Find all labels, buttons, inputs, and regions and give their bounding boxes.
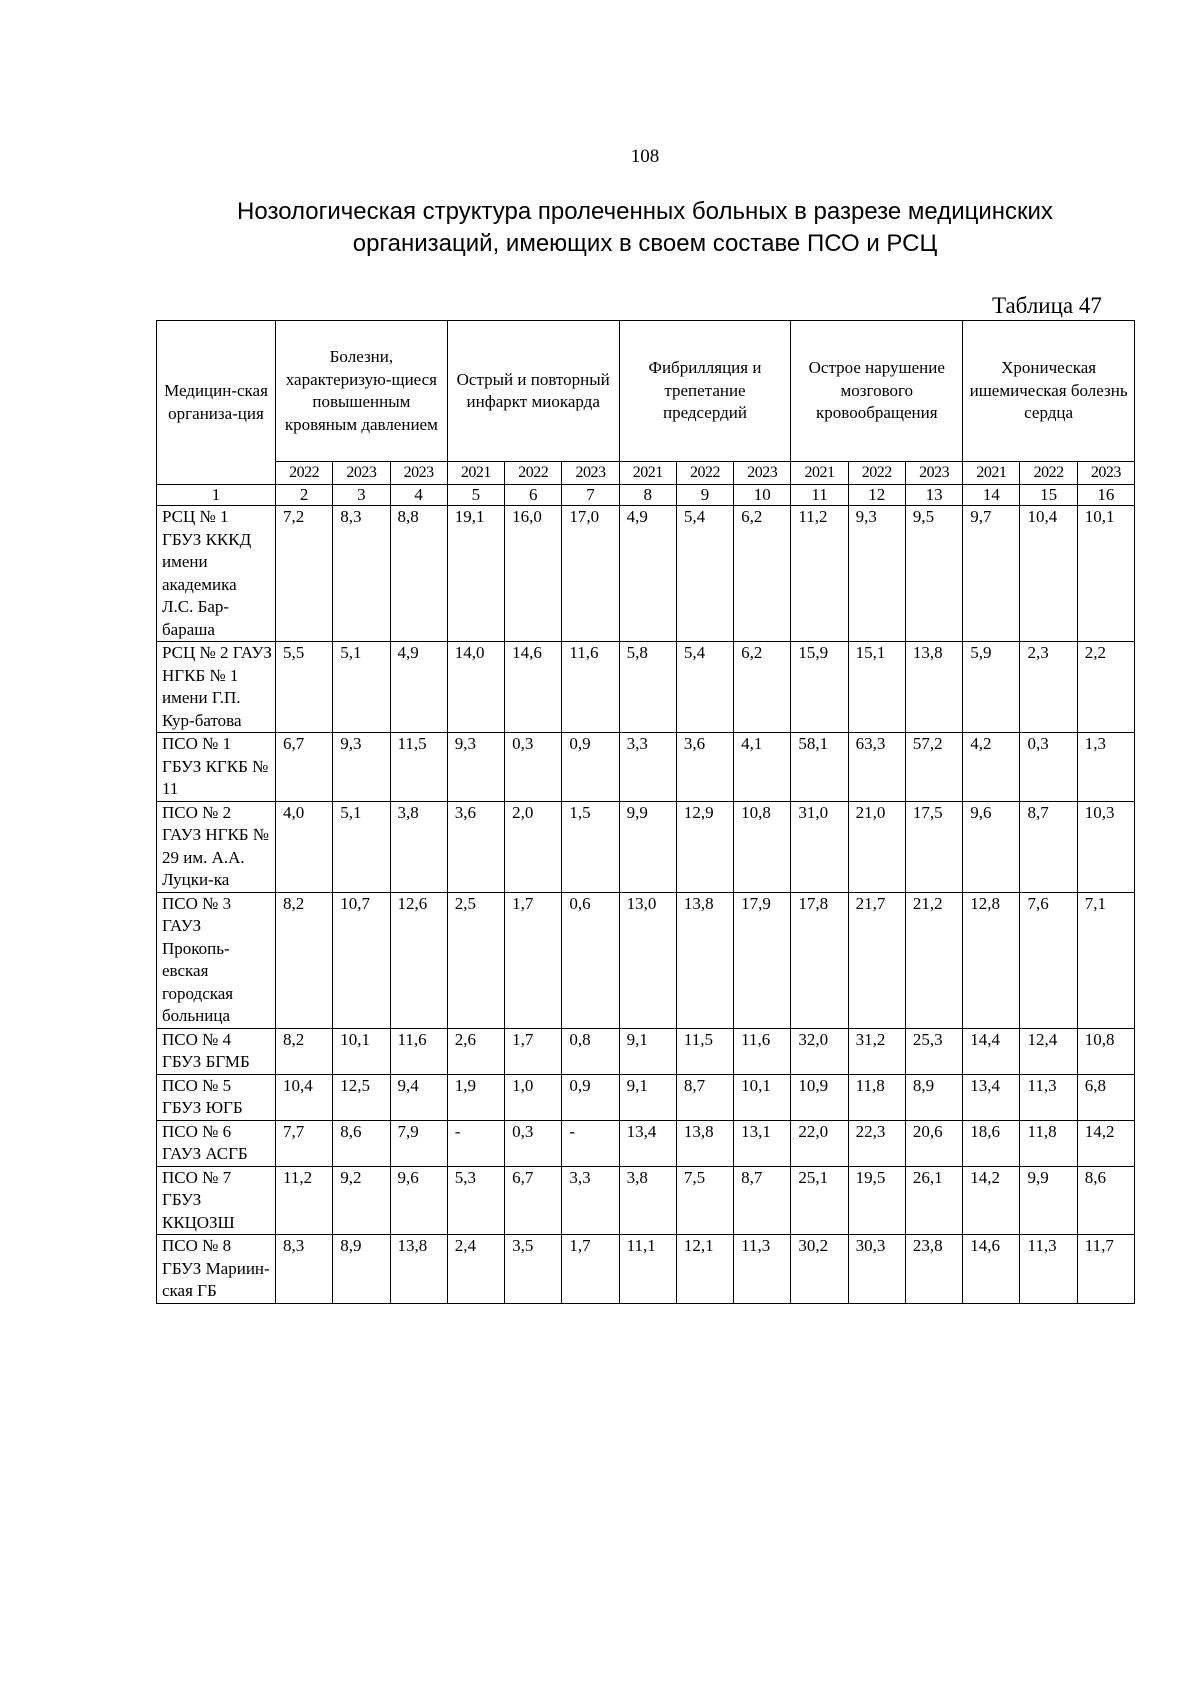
value-cell: 6,8 <box>1077 1074 1134 1120</box>
value-cell: 10,4 <box>276 1074 333 1120</box>
value-cell: 5,4 <box>676 642 733 733</box>
value-cell: 10,7 <box>333 892 390 1028</box>
value-cell: 30,3 <box>848 1235 905 1304</box>
value-cell: 30,2 <box>791 1235 848 1304</box>
value-cell: 22,0 <box>791 1120 848 1166</box>
group-header-hypertension: Болезни, характеризую-щиеся повышенным кровяным давлением <box>276 321 448 462</box>
value-cell: 7,9 <box>390 1120 447 1166</box>
value-cell: 8,2 <box>276 1028 333 1074</box>
column-number: 8 <box>619 485 676 506</box>
value-cell: 1,0 <box>505 1074 562 1120</box>
value-cell: 13,0 <box>619 892 676 1028</box>
value-cell: 8,6 <box>333 1120 390 1166</box>
value-cell: 5,1 <box>333 801 390 892</box>
value-cell: 4,2 <box>963 733 1020 802</box>
column-number: 1 <box>157 485 276 506</box>
value-cell: 7,7 <box>276 1120 333 1166</box>
value-cell: 14,2 <box>963 1166 1020 1235</box>
value-cell: 12,1 <box>676 1235 733 1304</box>
value-cell: 10,1 <box>1077 506 1134 642</box>
value-cell: 6,7 <box>505 1166 562 1235</box>
value-cell: 3,6 <box>447 801 504 892</box>
org-header: Медицин-ская организа-ция <box>157 321 276 485</box>
value-cell: 4,1 <box>734 733 791 802</box>
value-cell: 9,6 <box>963 801 1020 892</box>
year-header: 2023 <box>390 462 447 485</box>
org-name-cell: ПСО № 2 ГАУЗ НГКБ № 29 им. А.А. Луцки-ка <box>157 801 276 892</box>
value-cell: 11,3 <box>1020 1235 1077 1304</box>
value-cell: 11,8 <box>1020 1120 1077 1166</box>
title-line-2: организаций, имеющих в своем составе ПСО и РСЦ <box>352 230 938 257</box>
header-row-column-numbers <box>157 485 1135 506</box>
year-header: 2022 <box>676 462 733 485</box>
year-header: 2021 <box>963 462 1020 485</box>
title-line-1: Нозологическая структура пролеченных больных в разрезе медицинских <box>237 198 1053 225</box>
value-cell: 10,9 <box>791 1074 848 1120</box>
year-header: 2023 <box>333 462 390 485</box>
value-cell: 4,9 <box>390 642 447 733</box>
value-cell: 1,7 <box>562 1235 619 1304</box>
value-cell: 18,6 <box>963 1120 1020 1166</box>
value-cell: 13,8 <box>676 892 733 1028</box>
column-number: 4 <box>390 485 447 506</box>
value-cell: 14,2 <box>1077 1120 1134 1166</box>
value-cell: 5,5 <box>276 642 333 733</box>
value-cell: 3,8 <box>390 801 447 892</box>
org-name-cell: ПСО № 6 ГАУЗ АСГБ <box>157 1120 276 1166</box>
page-number: 108 <box>630 146 660 167</box>
column-number: 5 <box>447 485 504 506</box>
year-header: 2023 <box>905 462 962 485</box>
org-name-cell: ПСО № 7 ГБУЗ ККЦОЗШ <box>157 1166 276 1235</box>
value-cell: 12,5 <box>333 1074 390 1120</box>
org-name-cell: ПСО № 1 ГБУЗ КГКБ № 11 <box>157 733 276 802</box>
value-cell: 8,9 <box>333 1235 390 1304</box>
value-cell: 5,9 <box>963 642 1020 733</box>
value-cell: 0,3 <box>505 1120 562 1166</box>
value-cell: 21,0 <box>848 801 905 892</box>
year-header: 2022 <box>505 462 562 485</box>
value-cell: 7,1 <box>1077 892 1134 1028</box>
value-cell: 21,2 <box>905 892 962 1028</box>
value-cell: 17,9 <box>734 892 791 1028</box>
value-cell: 5,1 <box>333 642 390 733</box>
value-cell: 1,9 <box>447 1074 504 1120</box>
value-cell: 1,7 <box>505 1028 562 1074</box>
column-number: 2 <box>276 485 333 506</box>
value-cell: 13,8 <box>676 1120 733 1166</box>
value-cell: 8,7 <box>1020 801 1077 892</box>
value-cell: 9,1 <box>619 1028 676 1074</box>
value-cell: 9,2 <box>333 1166 390 1235</box>
column-number: 15 <box>1020 485 1077 506</box>
value-cell: 13,8 <box>390 1235 447 1304</box>
group-header-stroke: Острое нарушение мозгового кровообращения <box>791 321 963 462</box>
value-cell: 9,9 <box>619 801 676 892</box>
year-header: 2022 <box>848 462 905 485</box>
value-cell: 10,8 <box>1077 1028 1134 1074</box>
data-table <box>156 320 1135 1304</box>
value-cell: 5,3 <box>447 1166 504 1235</box>
value-cell: 8,6 <box>1077 1166 1134 1235</box>
page-title <box>170 196 1120 260</box>
value-cell: 9,4 <box>390 1074 447 1120</box>
value-cell: 4,0 <box>276 801 333 892</box>
value-cell: 0,3 <box>1020 733 1077 802</box>
value-cell: 8,9 <box>905 1074 962 1120</box>
value-cell: 11,8 <box>848 1074 905 1120</box>
value-cell: 9,1 <box>619 1074 676 1120</box>
value-cell: - <box>562 1120 619 1166</box>
value-cell: 13,4 <box>619 1120 676 1166</box>
value-cell: 0,8 <box>562 1028 619 1074</box>
year-header: 2022 <box>1020 462 1077 485</box>
value-cell: 16,0 <box>505 506 562 642</box>
value-cell: 14,0 <box>447 642 504 733</box>
table-row <box>157 1120 1135 1166</box>
value-cell: 1,3 <box>1077 733 1134 802</box>
value-cell: 32,0 <box>791 1028 848 1074</box>
value-cell: 15,1 <box>848 642 905 733</box>
value-cell: 9,6 <box>390 1166 447 1235</box>
org-name-cell: ПСО № 8 ГБУЗ Мариин-ская ГБ <box>157 1235 276 1304</box>
value-cell: 63,3 <box>848 733 905 802</box>
table-row <box>157 642 1135 733</box>
value-cell: 3,3 <box>619 733 676 802</box>
value-cell: 17,5 <box>905 801 962 892</box>
header-row-groups <box>157 321 1135 462</box>
org-name-cell: ПСО № 5 ГБУЗ ЮГБ <box>157 1074 276 1120</box>
value-cell: 10,8 <box>734 801 791 892</box>
group-header-chronic-ischemic: Хроническая ишемическая болезнь сердца <box>963 321 1135 462</box>
value-cell: 11,6 <box>562 642 619 733</box>
value-cell: 13,8 <box>905 642 962 733</box>
column-number: 14 <box>963 485 1020 506</box>
value-cell: 11,3 <box>1020 1074 1077 1120</box>
value-cell: 26,1 <box>905 1166 962 1235</box>
value-cell: 19,1 <box>447 506 504 642</box>
table-row <box>157 506 1135 642</box>
value-cell: 7,2 <box>276 506 333 642</box>
table-body <box>157 506 1135 1304</box>
value-cell: 9,5 <box>905 506 962 642</box>
value-cell: 13,1 <box>734 1120 791 1166</box>
table-row <box>157 733 1135 802</box>
value-cell: 5,4 <box>676 506 733 642</box>
table-row <box>157 801 1135 892</box>
value-cell: 57,2 <box>905 733 962 802</box>
value-cell: 11,5 <box>676 1028 733 1074</box>
value-cell: 14,4 <box>963 1028 1020 1074</box>
year-header: 2023 <box>1077 462 1134 485</box>
year-header: 2021 <box>791 462 848 485</box>
column-number: 16 <box>1077 485 1134 506</box>
value-cell: 1,5 <box>562 801 619 892</box>
column-number: 13 <box>905 485 962 506</box>
column-number: 11 <box>791 485 848 506</box>
value-cell: 14,6 <box>963 1235 1020 1304</box>
value-cell: 31,2 <box>848 1028 905 1074</box>
org-name-cell: ПСО № 3 ГАУЗ Прокопь-евская городская больница <box>157 892 276 1028</box>
year-header: 2021 <box>447 462 504 485</box>
value-cell: 7,6 <box>1020 892 1077 1028</box>
value-cell: 12,4 <box>1020 1028 1077 1074</box>
column-number: 12 <box>848 485 905 506</box>
value-cell: 12,9 <box>676 801 733 892</box>
value-cell: 11,5 <box>390 733 447 802</box>
value-cell: 4,9 <box>619 506 676 642</box>
value-cell: 14,6 <box>505 642 562 733</box>
header-row-years <box>157 462 1135 485</box>
org-name-cell: ПСО № 4 ГБУЗ БГМБ <box>157 1028 276 1074</box>
value-cell: 21,7 <box>848 892 905 1028</box>
column-number: 6 <box>505 485 562 506</box>
value-cell: 8,3 <box>276 1235 333 1304</box>
value-cell: 9,9 <box>1020 1166 1077 1235</box>
value-cell: 0,6 <box>562 892 619 1028</box>
value-cell: 5,8 <box>619 642 676 733</box>
value-cell: 2,0 <box>505 801 562 892</box>
value-cell: 12,6 <box>390 892 447 1028</box>
value-cell: 19,5 <box>848 1166 905 1235</box>
value-cell: 3,5 <box>505 1235 562 1304</box>
value-cell: 11,6 <box>734 1028 791 1074</box>
year-header: 2023 <box>562 462 619 485</box>
value-cell: 9,3 <box>848 506 905 642</box>
value-cell: 11,2 <box>791 506 848 642</box>
value-cell: - <box>447 1120 504 1166</box>
value-cell: 11,3 <box>734 1235 791 1304</box>
table-row <box>157 1235 1135 1304</box>
value-cell: 2,5 <box>447 892 504 1028</box>
value-cell: 2,6 <box>447 1028 504 1074</box>
value-cell: 25,1 <box>791 1166 848 1235</box>
value-cell: 10,3 <box>1077 801 1134 892</box>
value-cell: 11,2 <box>276 1166 333 1235</box>
year-header: 2021 <box>619 462 676 485</box>
group-header-atrial-fibrillation: Фибрилляция и трепетание предсердий <box>619 321 791 462</box>
value-cell: 8,7 <box>676 1074 733 1120</box>
table-label: Таблица 47 <box>992 293 1102 318</box>
value-cell: 11,6 <box>390 1028 447 1074</box>
value-cell: 9,3 <box>447 733 504 802</box>
value-cell: 20,6 <box>905 1120 962 1166</box>
value-cell: 3,8 <box>619 1166 676 1235</box>
column-number: 3 <box>333 485 390 506</box>
value-cell: 58,1 <box>791 733 848 802</box>
year-header: 2023 <box>734 462 791 485</box>
column-number: 9 <box>676 485 733 506</box>
value-cell: 3,3 <box>562 1166 619 1235</box>
value-cell: 13,4 <box>963 1074 1020 1120</box>
group-header-myocardial-infarction: Острый и повторный инфаркт миокарда <box>447 321 619 462</box>
value-cell: 3,6 <box>676 733 733 802</box>
value-cell: 2,2 <box>1077 642 1134 733</box>
value-cell: 6,7 <box>276 733 333 802</box>
value-cell: 22,3 <box>848 1120 905 1166</box>
value-cell: 0,9 <box>562 1074 619 1120</box>
value-cell: 8,3 <box>333 506 390 642</box>
value-cell: 8,8 <box>390 506 447 642</box>
value-cell: 0,9 <box>562 733 619 802</box>
org-name-cell: РСЦ № 1 ГБУЗ КККД имени академика Л.С. Бар-бараша <box>157 506 276 642</box>
value-cell: 12,8 <box>963 892 1020 1028</box>
table-row <box>157 1028 1135 1074</box>
value-cell: 9,7 <box>963 506 1020 642</box>
value-cell: 2,4 <box>447 1235 504 1304</box>
value-cell: 6,2 <box>734 506 791 642</box>
table-row <box>157 1166 1135 1235</box>
value-cell: 6,2 <box>734 642 791 733</box>
value-cell: 10,1 <box>333 1028 390 1074</box>
year-header: 2022 <box>276 462 333 485</box>
value-cell: 10,1 <box>734 1074 791 1120</box>
value-cell: 31,0 <box>791 801 848 892</box>
value-cell: 10,4 <box>1020 506 1077 642</box>
value-cell: 8,2 <box>276 892 333 1028</box>
value-cell: 9,3 <box>333 733 390 802</box>
value-cell: 7,5 <box>676 1166 733 1235</box>
column-number: 10 <box>734 485 791 506</box>
value-cell: 11,1 <box>619 1235 676 1304</box>
org-name-cell: РСЦ № 2 ГАУЗ НГКБ № 1 имени Г.П. Кур-батова <box>157 642 276 733</box>
value-cell: 17,8 <box>791 892 848 1028</box>
value-cell: 8,7 <box>734 1166 791 1235</box>
value-cell: 25,3 <box>905 1028 962 1074</box>
table-row <box>157 892 1135 1028</box>
value-cell: 17,0 <box>562 506 619 642</box>
value-cell: 1,7 <box>505 892 562 1028</box>
value-cell: 23,8 <box>905 1235 962 1304</box>
table-row <box>157 1074 1135 1120</box>
value-cell: 2,3 <box>1020 642 1077 733</box>
value-cell: 15,9 <box>791 642 848 733</box>
value-cell: 0,3 <box>505 733 562 802</box>
value-cell: 11,7 <box>1077 1235 1134 1304</box>
column-number: 7 <box>562 485 619 506</box>
